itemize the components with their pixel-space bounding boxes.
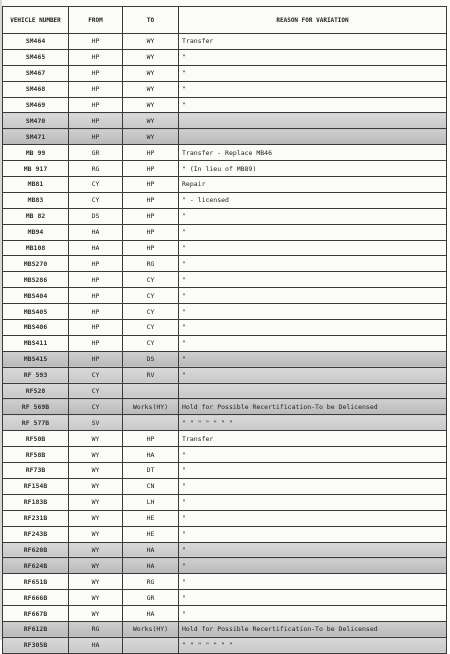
vehicle-number-cell: RF58B	[3, 447, 69, 463]
to-cell: HP	[123, 161, 179, 177]
reason-cell: "	[179, 272, 447, 288]
from-cell: HA	[69, 637, 123, 653]
reason-cell: Hold for Possible Recertification-To be Delicensed	[179, 621, 447, 637]
vehicle-number-cell: MB81	[3, 177, 69, 193]
from-cell: HP	[69, 304, 123, 320]
from-cell: CY	[69, 177, 123, 193]
to-cell: CY	[123, 320, 179, 336]
reason-cell: "	[179, 240, 447, 256]
table-row	[3, 208, 447, 224]
table-row	[3, 494, 447, 510]
to-cell: HE	[123, 510, 179, 526]
to-cell: RV	[123, 367, 179, 383]
vehicle-number-cell: RF73B	[3, 463, 69, 479]
to-cell: HP	[123, 208, 179, 224]
reason-cell: "	[179, 208, 447, 224]
from-cell: HP	[69, 272, 123, 288]
reason-cell: "	[179, 256, 447, 272]
vehicle-number-cell: RF528	[3, 383, 69, 399]
vehicle-number-cell: RF50B	[3, 431, 69, 447]
table-row	[3, 606, 447, 622]
table-row	[3, 129, 447, 145]
from-cell: HP	[69, 113, 123, 129]
table-row	[3, 367, 447, 383]
reason-cell: "	[179, 65, 447, 81]
from-cell: HP	[69, 288, 123, 304]
vehicle-number-cell: MBS286	[3, 272, 69, 288]
table-row	[3, 431, 447, 447]
from-cell: HA	[69, 224, 123, 240]
from-cell: HP	[69, 335, 123, 351]
from-cell: CY	[69, 383, 123, 399]
reason-cell: "	[179, 542, 447, 558]
vehicle-number-cell: SM467	[3, 65, 69, 81]
from-cell: HP	[69, 34, 123, 50]
table-row	[3, 304, 447, 320]
from-cell: WY	[69, 590, 123, 606]
from-cell: HP	[69, 129, 123, 145]
vehicle-number-cell: MB83	[3, 192, 69, 208]
table-row	[3, 558, 447, 574]
vehicle-number-cell: RF 577B	[3, 415, 69, 431]
reason-cell: " - licensed	[179, 192, 447, 208]
reason-cell: "	[179, 478, 447, 494]
to-cell: HP	[123, 224, 179, 240]
table-row	[3, 256, 447, 272]
reason-cell	[179, 129, 447, 145]
table-row	[3, 463, 447, 479]
from-cell: CY	[69, 192, 123, 208]
table-row	[3, 177, 447, 193]
header-to: TO	[123, 7, 179, 34]
vehicle-number-cell: SM471	[3, 129, 69, 145]
reason-cell: "	[179, 590, 447, 606]
header-vehicle-number: VEHICLE NUMBER	[3, 7, 69, 34]
table-row	[3, 288, 447, 304]
to-cell: Works(HY)	[123, 399, 179, 415]
reason-cell: "	[179, 367, 447, 383]
table-row	[3, 351, 447, 367]
reason-cell	[179, 383, 447, 399]
table-row	[3, 447, 447, 463]
reason-cell: "	[179, 224, 447, 240]
table-row	[3, 113, 447, 129]
table-row	[3, 526, 447, 542]
vehicle-number-cell: RF612B	[3, 621, 69, 637]
from-cell: RG	[69, 161, 123, 177]
table-row	[3, 49, 447, 65]
reason-cell: "	[179, 81, 447, 97]
from-cell: HP	[69, 49, 123, 65]
vehicle-number-cell: RF231B	[3, 510, 69, 526]
to-cell: HA	[123, 542, 179, 558]
from-cell: WY	[69, 478, 123, 494]
table-row	[3, 34, 447, 50]
to-cell: CY	[123, 288, 179, 304]
vehicle-number-cell: SM468	[3, 81, 69, 97]
reason-cell: Repair	[179, 177, 447, 193]
reason-cell: "	[179, 510, 447, 526]
reason-cell: "	[179, 351, 447, 367]
vehicle-number-cell: MB 82	[3, 208, 69, 224]
reason-cell: "	[179, 526, 447, 542]
vehicle-number-cell: MBS411	[3, 335, 69, 351]
to-cell	[123, 415, 179, 431]
reason-cell: "	[179, 97, 447, 113]
from-cell: HA	[69, 240, 123, 256]
from-cell: HP	[69, 256, 123, 272]
to-cell: HP	[123, 192, 179, 208]
table-row	[3, 192, 447, 208]
header-reason: REASON FOR VARIATION	[179, 7, 447, 34]
table-row	[3, 320, 447, 336]
from-cell: GR	[69, 145, 123, 161]
to-cell: WY	[123, 65, 179, 81]
to-cell: CY	[123, 272, 179, 288]
from-cell: DS	[69, 208, 123, 224]
table-row	[3, 542, 447, 558]
reason-cell: "	[179, 304, 447, 320]
table-row	[3, 335, 447, 351]
table-row	[3, 97, 447, 113]
from-cell: WY	[69, 447, 123, 463]
vehicle-number-cell: RF651B	[3, 574, 69, 590]
vehicle-variation-table	[2, 6, 447, 654]
to-cell: WY	[123, 97, 179, 113]
table-row	[3, 240, 447, 256]
from-cell: CY	[69, 399, 123, 415]
to-cell: HP	[123, 145, 179, 161]
from-cell: WY	[69, 542, 123, 558]
vehicle-number-cell: SM465	[3, 49, 69, 65]
to-cell: WY	[123, 49, 179, 65]
from-cell: RG	[69, 621, 123, 637]
reason-cell: "	[179, 606, 447, 622]
to-cell: CY	[123, 304, 179, 320]
reason-cell: Transfer	[179, 431, 447, 447]
to-cell: RG	[123, 574, 179, 590]
table-row	[3, 272, 447, 288]
vehicle-number-cell: MB 917	[3, 161, 69, 177]
vehicle-number-cell: MBS404	[3, 288, 69, 304]
vehicle-number-cell: RF666B	[3, 590, 69, 606]
table-row	[3, 574, 447, 590]
vehicle-number-cell: MB 99	[3, 145, 69, 161]
header-from: FROM	[69, 7, 123, 34]
table-header-row	[3, 7, 447, 34]
vehicle-number-cell: SM470	[3, 113, 69, 129]
reason-cell: "	[179, 494, 447, 510]
from-cell: WY	[69, 431, 123, 447]
reason-cell: Hold for Possible Recertification-To be Delicensed	[179, 399, 447, 415]
table-row	[3, 383, 447, 399]
to-cell: HA	[123, 558, 179, 574]
table-row	[3, 621, 447, 637]
from-cell: WY	[69, 494, 123, 510]
to-cell: HP	[123, 431, 179, 447]
from-cell: HP	[69, 65, 123, 81]
table-row	[3, 224, 447, 240]
to-cell: GR	[123, 590, 179, 606]
to-cell: HP	[123, 177, 179, 193]
vehicle-number-cell: RF305B	[3, 637, 69, 653]
vehicle-number-cell: SM464	[3, 34, 69, 50]
reason-cell: "	[179, 288, 447, 304]
vehicle-number-cell: MB94	[3, 224, 69, 240]
from-cell: WY	[69, 463, 123, 479]
to-cell: DT	[123, 463, 179, 479]
vehicle-number-cell: RF154B	[3, 478, 69, 494]
table-row	[3, 161, 447, 177]
vehicle-number-cell: RF243B	[3, 526, 69, 542]
reason-cell: "	[179, 574, 447, 590]
vehicle-number-cell: MBS415	[3, 351, 69, 367]
from-cell: WY	[69, 526, 123, 542]
reason-cell: "	[179, 335, 447, 351]
from-cell: WY	[69, 606, 123, 622]
reason-cell: "	[179, 463, 447, 479]
reason-cell: " (In lieu of MB89)	[179, 161, 447, 177]
vehicle-number-cell: SM469	[3, 97, 69, 113]
from-cell: CY	[69, 367, 123, 383]
vehicle-number-cell: RF624B	[3, 558, 69, 574]
to-cell: CY	[123, 335, 179, 351]
reason-cell: " " " " " " "	[179, 415, 447, 431]
to-cell: RG	[123, 256, 179, 272]
reason-cell	[179, 113, 447, 129]
to-cell: LH	[123, 494, 179, 510]
from-cell: SV	[69, 415, 123, 431]
to-cell: WY	[123, 81, 179, 97]
from-cell: HP	[69, 351, 123, 367]
to-cell: WY	[123, 34, 179, 50]
reason-cell: Transfer - Replace MB46	[179, 145, 447, 161]
to-cell: HE	[123, 526, 179, 542]
table-row	[3, 399, 447, 415]
vehicle-number-cell: MBS270	[3, 256, 69, 272]
table-row	[3, 510, 447, 526]
to-cell: Works(HY)	[123, 621, 179, 637]
table-row	[3, 65, 447, 81]
vehicle-number-cell: MBS406	[3, 320, 69, 336]
from-cell: HP	[69, 97, 123, 113]
reason-cell: " " " " " " "	[179, 637, 447, 653]
vehicle-number-cell: RF667B	[3, 606, 69, 622]
vehicle-number-cell: MBS405	[3, 304, 69, 320]
reason-cell: "	[179, 558, 447, 574]
table-row	[3, 145, 447, 161]
vehicle-number-cell: MB108	[3, 240, 69, 256]
to-cell: DS	[123, 351, 179, 367]
vehicle-number-cell: RF 593	[3, 367, 69, 383]
reason-cell: "	[179, 447, 447, 463]
to-cell: WY	[123, 129, 179, 145]
table-row	[3, 590, 447, 606]
from-cell: WY	[69, 510, 123, 526]
reason-cell: "	[179, 320, 447, 336]
table-body	[3, 34, 447, 654]
reason-cell: "	[179, 49, 447, 65]
reason-cell: Transfer	[179, 34, 447, 50]
to-cell: HA	[123, 606, 179, 622]
from-cell: HP	[69, 320, 123, 336]
vehicle-number-cell: RF620B	[3, 542, 69, 558]
vehicle-number-cell: RF183B	[3, 494, 69, 510]
table-row	[3, 478, 447, 494]
table-row	[3, 81, 447, 97]
table-row	[3, 415, 447, 431]
to-cell: HP	[123, 240, 179, 256]
vehicle-number-cell: RF 569B	[3, 399, 69, 415]
to-cell	[123, 383, 179, 399]
from-cell: WY	[69, 558, 123, 574]
to-cell: WY	[123, 113, 179, 129]
to-cell: HA	[123, 447, 179, 463]
to-cell: CN	[123, 478, 179, 494]
from-cell: HP	[69, 81, 123, 97]
from-cell: WY	[69, 574, 123, 590]
